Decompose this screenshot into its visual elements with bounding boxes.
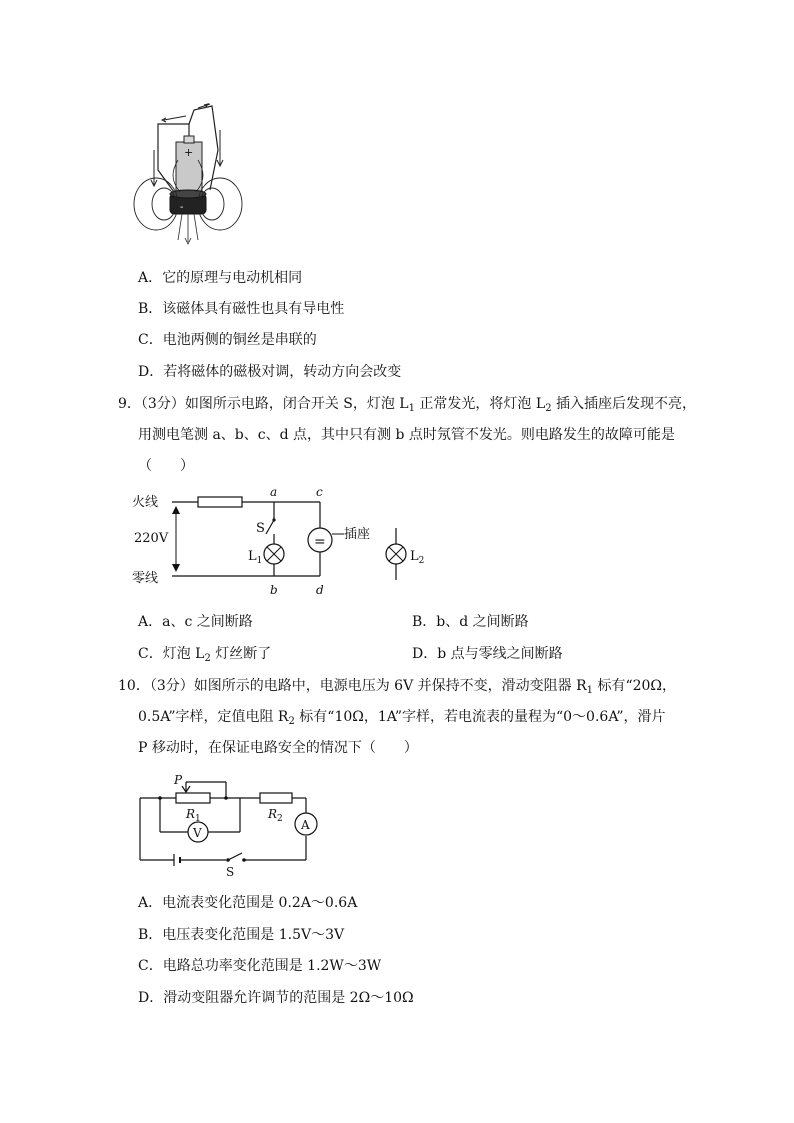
- q10-option-c: C．电路总功率变化范围是 1.2W～3W: [138, 958, 382, 974]
- r2-label: $R_2$: [268, 807, 283, 824]
- q8-option-a: A．它的原理与电动机相同: [138, 270, 303, 286]
- q10-stem-line1: 10．（3分）如图所示的电路中，电源电压为 6V 并保持不变，滑动变阻器 $R_1$ 标有“20Ω，: [118, 678, 677, 696]
- q9-option-a: A．a、c 之间断路: [138, 614, 253, 630]
- point-a-label: a: [270, 485, 278, 499]
- q9-stem-line1: 9．（3分）如图所示电路，闭合开关 S，灯泡 $L_1$ 正常发光，将灯泡 $L_2$ 插入插座后发现不亮，: [118, 396, 697, 414]
- bulb-l1-label: $L_1$: [248, 549, 263, 566]
- q9-stem-line3: （ ）: [138, 458, 194, 474]
- socket-symbol: =: [314, 534, 326, 550]
- q10-option-b: B．电压表变化范围是 1.5V～3V: [138, 927, 345, 943]
- q10-option-a: A．电流表变化范围是 0.2A～0.6A: [138, 895, 358, 911]
- point-c-label: c: [316, 485, 323, 499]
- r1-label: $R_1$: [186, 807, 201, 824]
- socket-label: 插座: [344, 527, 371, 542]
- q10-option-d: D．滑动变阻器允许调节的范围是 2Ω～10Ω: [138, 990, 414, 1006]
- battery-magnet-motor-figure: [130, 100, 250, 255]
- neutral-wire-label: 零线: [132, 571, 159, 586]
- battery-plus-sign: +: [184, 146, 194, 159]
- q10-stem-line2: 0.5A”字样，定值电阻 $R_2$ 标有“10Ω，1A”字样，若电流表的量程为“0～0.6A”，滑片: [138, 709, 666, 727]
- q9-option-d: D．b 点与零线之间断路: [412, 646, 563, 662]
- point-d-label: d: [316, 583, 324, 597]
- point-b-label: b: [270, 583, 278, 597]
- q9-stem-line2: 用测电笔测 a、b、c、d 点，其中只有测 b 点时氖管不发光。则电路发生的故障可能是: [138, 427, 675, 443]
- voltmeter-label: V: [193, 826, 202, 840]
- live-wire-label: 火线: [132, 495, 159, 510]
- switch-s-label: S: [226, 865, 235, 879]
- q8-option-b: B．该磁体具有磁性也具有导电性: [138, 301, 345, 317]
- voltage-label: 220V: [134, 531, 169, 546]
- q9-option-c: C．灯泡 $L_2$ 灯丝断了: [138, 646, 272, 664]
- magnet-minus-sign: -: [180, 202, 184, 213]
- q10-stem-line3: P 移动时，在保证电路安全的情况下（ ）: [138, 740, 418, 756]
- household-circuit-figure: [130, 484, 440, 600]
- slider-p-label: P: [174, 773, 183, 787]
- switch-label: S: [256, 521, 265, 536]
- bulb-l2-label: $L_2$: [410, 549, 425, 566]
- q8-option-c: C．电池两侧的铜丝是串联的: [138, 332, 317, 348]
- rheostat-circuit-figure: [130, 772, 330, 880]
- q9-option-b: B．b、d 之间断路: [412, 614, 529, 630]
- ammeter-label: A: [301, 818, 310, 832]
- q8-option-d: D．若将磁体的磁极对调，转动方向会改变: [138, 364, 402, 380]
